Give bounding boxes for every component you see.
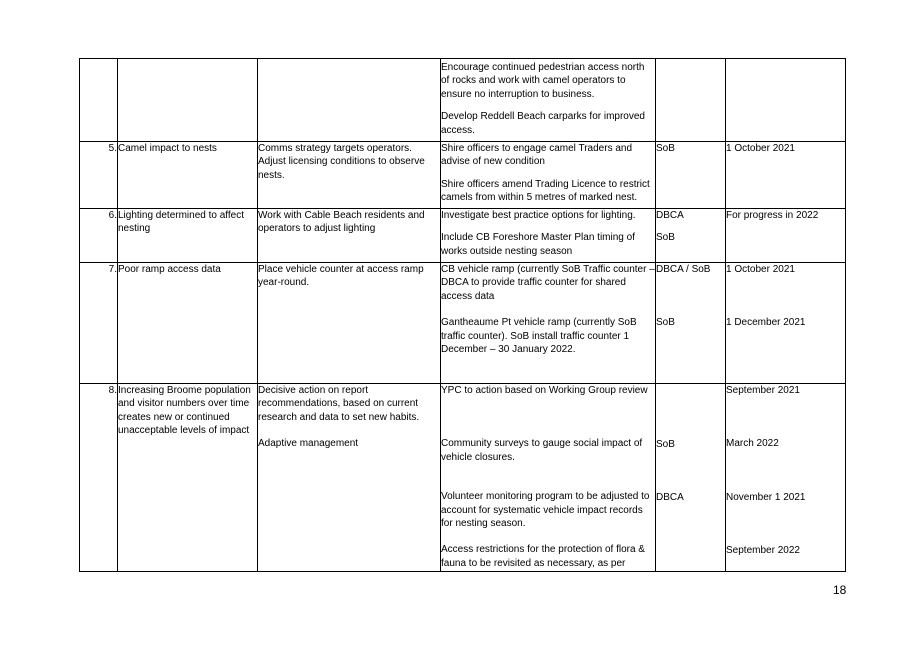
timeframe-cell: [726, 209, 846, 263]
table-row: [80, 142, 846, 209]
timeframe-cell: [726, 384, 846, 572]
responsible-text: SoB: [656, 317, 675, 329]
responsible-text: SoB: [656, 439, 675, 450]
row-number: 8.: [80, 384, 118, 572]
table-row: [80, 384, 846, 572]
strategy-text: Place vehicle counter at access ramp year-round.: [258, 264, 424, 289]
action-text: Volunteer monitoring program to be adjusted to account for systematic vehicle impact records for nesting season.: [441, 491, 650, 530]
action-text: Gantheaume Pt vehicle ramp (currently SoB traffic counter). SoB install traffic counter 1 December – 30 January 2022.: [441, 317, 637, 356]
action-text: Access restrictions for the protection of flora & fauna to be revisited as necessary, as per: [441, 544, 645, 569]
action-text: Develop Reddell Beach carparks for improved access.: [441, 111, 645, 136]
issue-cell: Camel impact to nests: [118, 142, 258, 209]
issue-cell: [118, 59, 258, 142]
row-number: 5.: [80, 142, 118, 209]
table-row: [80, 59, 846, 142]
responsible-cell: [656, 384, 726, 572]
row-number: 6.: [80, 209, 118, 263]
action-text: CB vehicle ramp (currently SoB Traffic counter – DBCA to provide traffic counter for shared access data: [441, 264, 655, 302]
row-number: [80, 59, 118, 142]
responsible-cell: [656, 142, 726, 209]
responsible-cell: [656, 59, 726, 142]
action-text: Investigate best practice options for lighting.: [441, 210, 636, 221]
responsible-text: DBCA / SoB: [656, 264, 711, 275]
actions-cell: [441, 209, 656, 263]
actions-cell: [441, 142, 656, 209]
responsible-text: DBCA: [656, 492, 684, 504]
responsible-text: SoB: [656, 143, 675, 154]
action-text: Shire officers amend Trading Licence to restrict camels from within 5 metres of marked nest.: [441, 178, 650, 204]
responsible-cell: [656, 209, 726, 263]
action-text: YPC to action based on Working Group review: [441, 385, 648, 396]
strategy-text: Work with Cable Beach residents and operators to adjust lighting: [258, 210, 425, 235]
strategy-cell: [258, 263, 441, 384]
strategy-text: Decisive action on report recommendations, based on current research and data to set new habits.: [258, 385, 420, 423]
page-number: 18: [833, 583, 847, 597]
strategy-cell: [258, 209, 441, 263]
row-number: 7.: [80, 263, 118, 384]
timeframe-text: 1 December 2021: [726, 317, 806, 329]
strategy-cell: [258, 142, 441, 209]
timeframe-text: March 2022: [726, 438, 779, 450]
strategy-cell: [258, 59, 441, 142]
strategy-cell: [258, 384, 441, 572]
actions-table: [79, 58, 846, 572]
timeframe-text: November 1 2021: [726, 491, 806, 503]
issue-cell: Increasing Broome population and visitor numbers over time creates new or continued unacceptable levels of impact: [118, 384, 258, 572]
actions-cell: [441, 263, 656, 384]
strategy-text: Comms strategy targets operators. Adjust licensing conditions to observe nests.: [258, 143, 425, 181]
issue-cell: Lighting determined to affect nesting: [118, 209, 258, 263]
table-row: [80, 209, 846, 263]
timeframe-cell: [726, 59, 846, 142]
issue-cell: Poor ramp access data: [118, 263, 258, 384]
timeframe-text: 1 October 2021: [726, 143, 795, 154]
timeframe-cell: [726, 142, 846, 209]
responsible-cell: [656, 263, 726, 384]
timeframe-cell: [726, 263, 846, 384]
timeframe-text: September 2021: [726, 385, 800, 396]
responsible-text: DBCA: [656, 210, 684, 221]
action-text: Encourage continued pedestrian access north of rocks and work with camel operators to ensure no interruption to business.: [441, 62, 645, 100]
timeframe-text: For progress in 2022: [726, 210, 819, 221]
responsible-text: SoB: [656, 232, 675, 244]
action-text: Include CB Foreshore Master Plan timing of works outside nesting season: [441, 232, 635, 257]
timeframe-text: September 2022: [726, 545, 800, 557]
strategy-text: Adaptive management: [258, 438, 359, 450]
actions-cell: [441, 384, 656, 572]
table-row: [80, 263, 846, 384]
timeframe-text: 1 October 2021: [726, 264, 795, 275]
actions-cell: [441, 59, 656, 142]
action-text: Community surveys to gauge social impact of vehicle closures.: [441, 438, 643, 463]
action-text: Shire officers to engage camel Traders and advise of new condition: [441, 143, 633, 168]
